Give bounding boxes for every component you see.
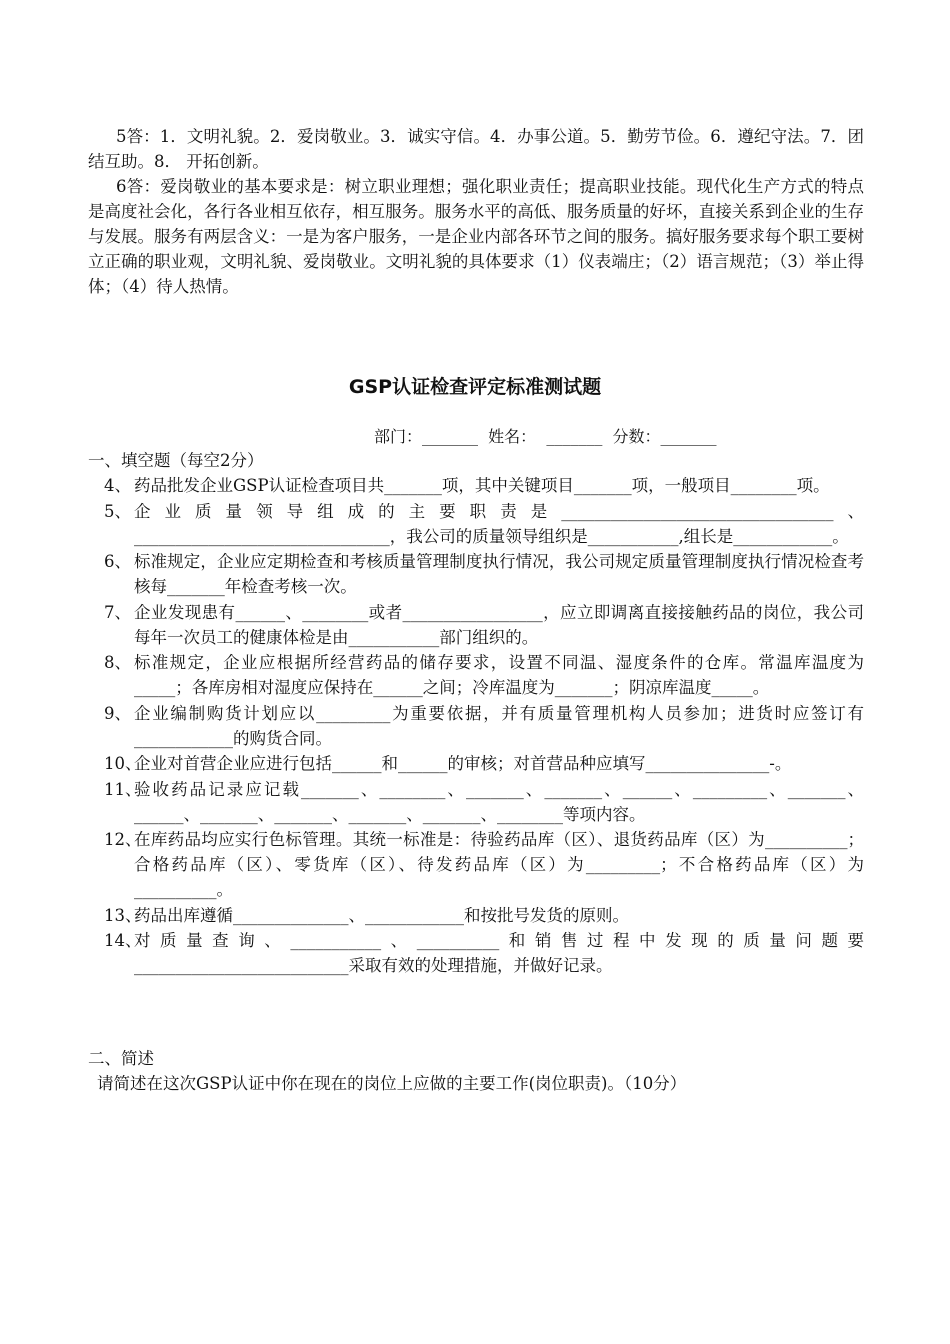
- question-number: 7、: [104, 602, 131, 622]
- question-item: [88, 600, 864, 650]
- question-number: 4、: [104, 476, 131, 495]
- question-number: 14、: [104, 931, 142, 950]
- question-item: [88, 751, 864, 776]
- question-text: 企业质量领导组成的主要职责是_________________________________、_______________________________，我公司的质量领导组织是___________,组长是____________。: [134, 501, 864, 546]
- question-text: 企业发现患有______、________或者_________________，应立即调离直接接触药品的岗位，我公司每年一次员工的健康体检是由___________部门组织的。: [134, 602, 864, 647]
- short-answer-prompt: 请简述在这次GSP认证中你在现在的岗位上应做的主要工作(岗位职责)。（10分）: [97, 1074, 687, 1093]
- question-number: 12、: [104, 830, 142, 849]
- question-number: 5、: [104, 501, 131, 521]
- question-text: 验收药品记录应记载_______、________、_______、_______、______、_________、_______、______、_______、_______、_______、_______、________等项内容。: [134, 779, 864, 824]
- question-item: [88, 473, 864, 498]
- section-short-answer-heading: 二、简述: [88, 1049, 154, 1068]
- question-number: 9、: [104, 703, 131, 723]
- name-score-fields: 部门：_______ 姓名： _______ 分数：_______: [374, 427, 717, 446]
- question-text: 企业对首营企业应进行包括______和______的审核；对首营品种应填写_______________-。: [134, 754, 792, 773]
- question-item: [88, 928, 864, 978]
- section-fill-in-heading: 一、填空题（每空2分）: [88, 451, 264, 470]
- question-item: [88, 549, 864, 599]
- answer-5-paragraph: 5答：1．文明礼貌。2．爱岗敬业。3．诚实守信。4．办事公道。5．勤劳节俭。6．遵纪守法。7．团结互助。8． 开拓创新。: [88, 127, 864, 171]
- question-text: 标准规定，企业应根据所经营药品的储存要求，设置不同温、湿度条件的仓库。常温库温度为_____；各库房相对湿度应保持在______之间；冷库温度为_______；阴凉库温度_____。: [134, 653, 864, 697]
- test-title: GSP认证检查评定标准测试题: [348, 376, 602, 398]
- question-text: 对质量查询、___________、__________和销售过程中发现的质量问题要__________________________采取有效的处理措施，并做好记录。: [134, 931, 864, 975]
- question-item: [88, 499, 864, 549]
- question-number: 8、: [104, 653, 131, 672]
- question-item: [88, 701, 864, 751]
- question-number: 6、: [104, 552, 131, 571]
- question-item: [88, 903, 864, 928]
- question-text: 药品出库遵循______________、____________和按批号发货的原则。: [134, 905, 629, 925]
- question-text: 标准规定，企业应定期检查和考核质量管理制度执行情况，我公司规定质量管理制度执行情况检查考核每_______年检查考核一次。: [134, 552, 864, 596]
- question-text: 企业编制购货计划应以_________为重要依据，并有质量管理机构人员参加；进货时应签订有____________的购货合同。: [134, 703, 864, 748]
- question-item: [88, 650, 864, 700]
- question-list: [88, 473, 864, 979]
- question-number: 10、: [104, 754, 142, 773]
- question-text: 药品批发企业GSP认证检查项目共_______项，其中关键项目_______项，一般项目________项。: [134, 476, 830, 495]
- question-text: 在库药品均应实行色标管理。其统一标准是：待验药品库（区）、退货药品库（区）为__________；合格药品库（区）、零货库（区）、待发药品库（区）为_________；不合格药品库（区）为__________。: [134, 830, 864, 899]
- question-item: [88, 777, 864, 827]
- answer-6-paragraph: 6答：爱岗敬业的基本要求是：树立职业理想；强化职业责任；提高职业技能。现代化生产方式的特点是高度社会化，各行各业相互依存，相互服务。服务水平的高低、服务质量的好坏，直接关系到企业的生存与发展。服务有两层含义：一是为客户服务，一是企业内部各环节之间的服务。搞好服务要求每个职工要树立正确的职业观，文明礼貌、爱岗敬业。文明礼貌的具体要求（1）仪表端庄；（2）语言规范；（3）举止得体；（4）待人热情。: [88, 177, 864, 296]
- question-number: 13、: [104, 905, 142, 925]
- question-number: 11、: [104, 779, 142, 799]
- question-item: [88, 827, 864, 902]
